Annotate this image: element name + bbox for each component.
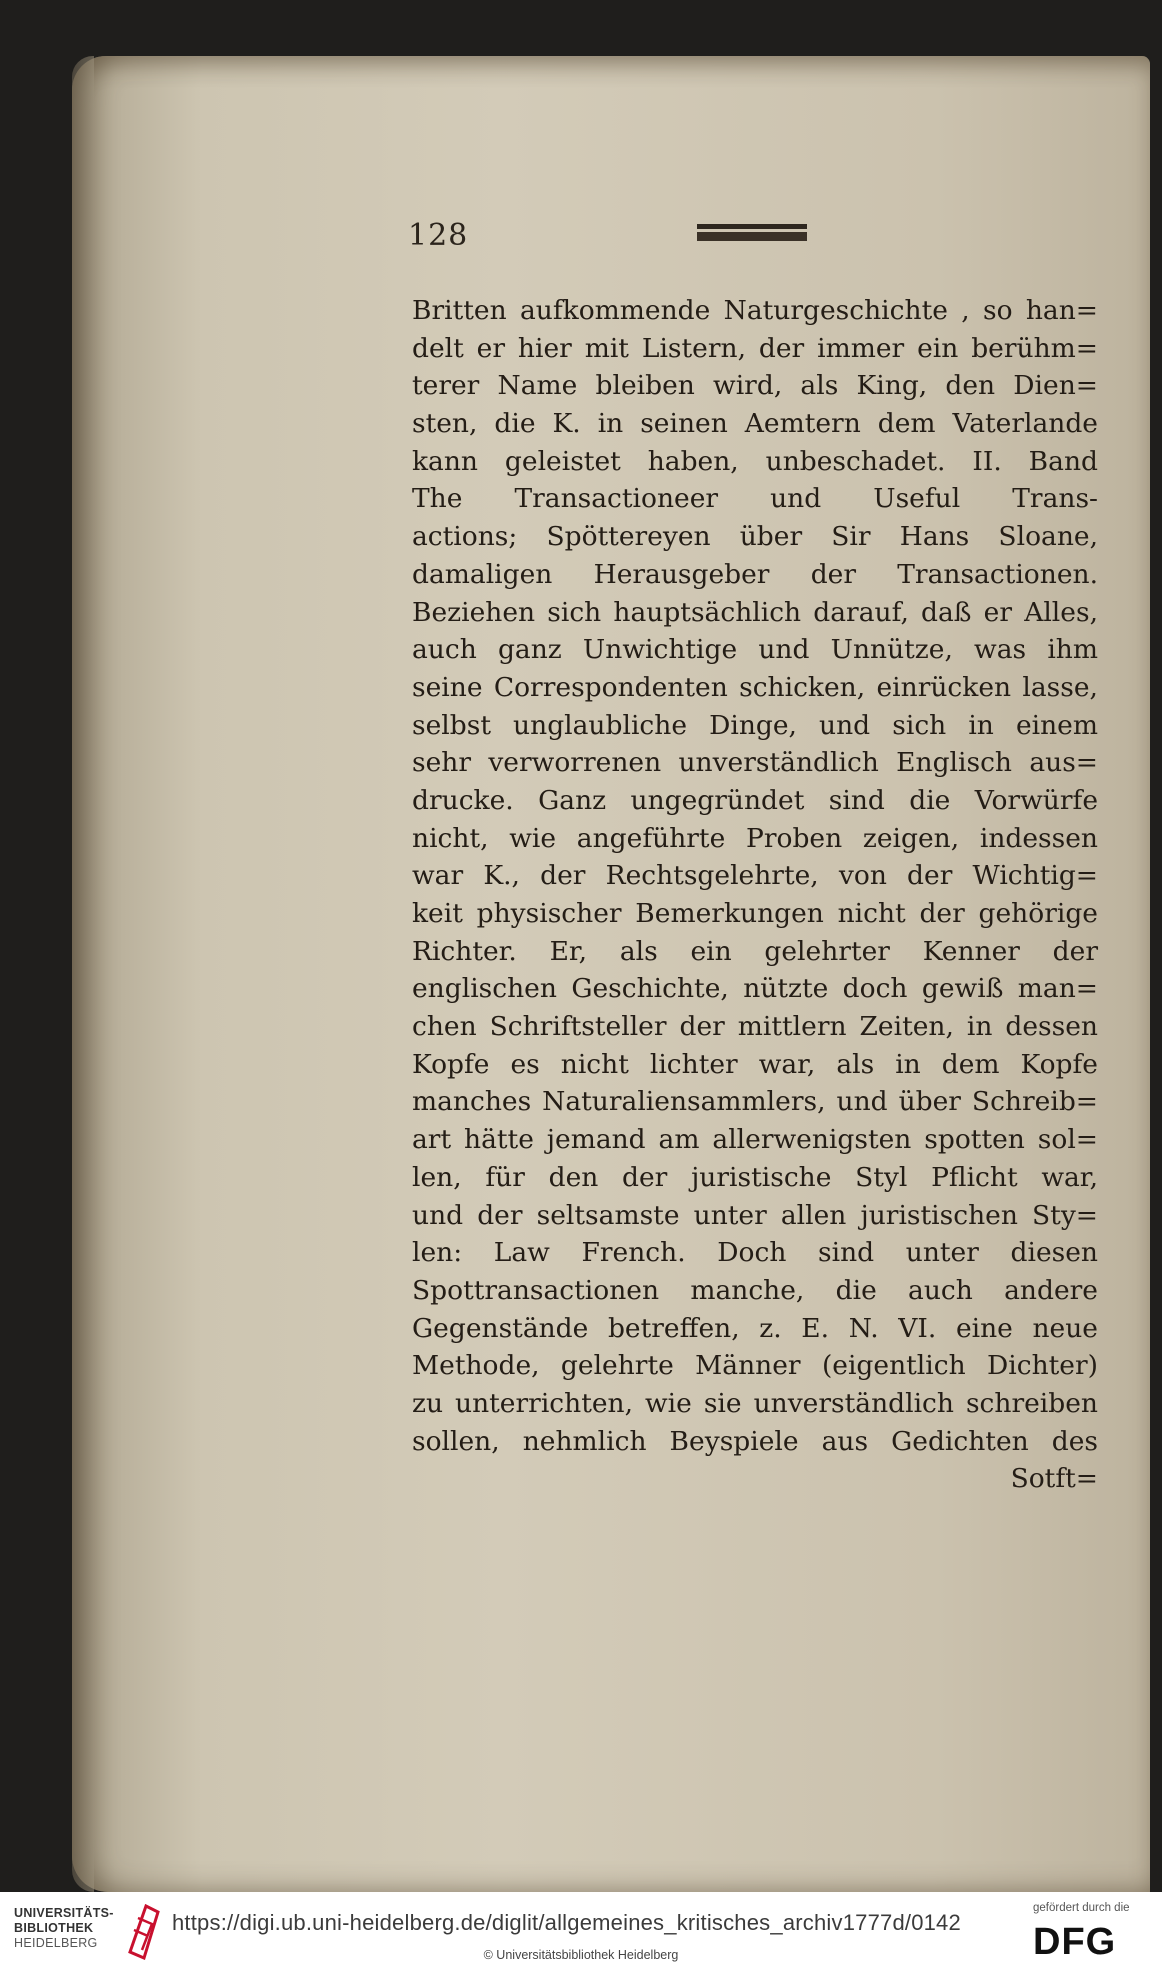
text-line: Spottransactionen manche, die auch andere <box>412 1274 1098 1306</box>
text-line: Richter. Er, als ein gelehrter Kenner der <box>412 935 1098 967</box>
text-line: sollen, nehmlich Beyspiele aus Gedichten des <box>412 1425 1098 1457</box>
text-line: art hätte jemand am allerwenigsten spotten sol= <box>412 1124 1098 1156</box>
university-line-2: BIBLIOTHEK <box>14 1921 94 1935</box>
text-line: nicht, wie angeführte Proben zeigen, indessen <box>412 822 1098 854</box>
text-line: terer Name bleiben wird, als King, den Dien= <box>412 370 1098 402</box>
permalink-url[interactable]: https://digi.ub.uni-heidelberg.de/diglit/allgemeines_kritisches_archiv1777d/0142 <box>172 1910 961 1935</box>
page-text <box>412 292 1098 1498</box>
text-line: Kopfe es nicht lichter war, als in dem Kopfe <box>412 1048 1098 1080</box>
text-line: sehr verworrenen unverständlich Englisch aus= <box>412 747 1098 779</box>
text-line: manches Naturaliensammlers, und über Schreib= <box>412 1086 1098 1118</box>
page-edge-shadow <box>72 56 94 1892</box>
text-line: kann geleistet haben, unbeschadet. II. Band <box>412 445 1098 477</box>
text-line: damaligen Herausgeber der Transactionen. <box>412 558 1098 590</box>
text-line: auch ganz Unwichtige und Unnütze, was ihm <box>412 634 1098 666</box>
text-line: Sotft= <box>1010 1463 1098 1495</box>
text-line: Britten aufkommende Naturgeschichte , so han= <box>412 295 1098 326</box>
text-line: Methode, gelehrte Männer (eigentlich Dichter) <box>412 1350 1098 1382</box>
dfg-logo-text: DFG <box>1033 1921 1117 1960</box>
text-line: actions; Spöttereyen über Sir Hans Sloane, <box>412 521 1098 553</box>
text-line: war K., der Rechtsgelehrte, von der Wichtig= <box>412 860 1098 892</box>
text-line: sten, die K. in seinen Aemtern dem Vaterlande <box>412 408 1098 440</box>
text-line: delt er hier mit Listern, der immer ein berühm= <box>412 332 1098 364</box>
university-line-3: HEIDELBERG <box>14 1936 98 1950</box>
text-line: und der seltsamste unter allen juristischen Sty= <box>412 1199 1098 1231</box>
text-line: drucke. Ganz ungegründet sind die Vorwürfe <box>412 784 1098 816</box>
text-line: selbst unglaubliche Dinge, und sich in einem <box>412 709 1098 741</box>
text-line: The Transactioneer und Useful Trans- <box>412 483 1098 515</box>
text-line: chen Schriftsteller der mittlern Zeiten, in dessen <box>412 1011 1098 1043</box>
text-line: englischen Geschichte, nützte doch gewiß man= <box>412 973 1098 1005</box>
copyright-notice: © Universitätsbibliothek Heidelberg <box>483 1948 679 1962</box>
text-line: Gegenstände betreffen, z. E. N. VI. eine neue <box>412 1312 1098 1344</box>
dfg-logo-icon <box>1033 1916 1125 1960</box>
text-line: zu unterrichten, wie sie unverständlich schreiben <box>412 1387 1098 1419</box>
page-number: 128 <box>408 218 469 253</box>
header-ornament <box>697 224 807 244</box>
university-line-1: UNIVERSITÄTS- <box>14 1906 114 1920</box>
text-line: seine Correspondenten schicken, einrücken lasse, <box>412 671 1098 703</box>
text-line: Beziehen sich hauptsächlich darauf, daß er Alles, <box>412 596 1098 628</box>
text-line: len: Law French. Doch sind unter diesen <box>412 1237 1098 1269</box>
funded-by-label: gefördert durch die <box>1033 1902 1130 1914</box>
text-line: keit physischer Bemerkungen nicht der gehörige <box>412 898 1098 929</box>
university-name <box>14 1906 114 1951</box>
text-line: len, für den der juristische Styl Pflicht war, <box>412 1161 1098 1193</box>
footer <box>0 1892 1162 1976</box>
